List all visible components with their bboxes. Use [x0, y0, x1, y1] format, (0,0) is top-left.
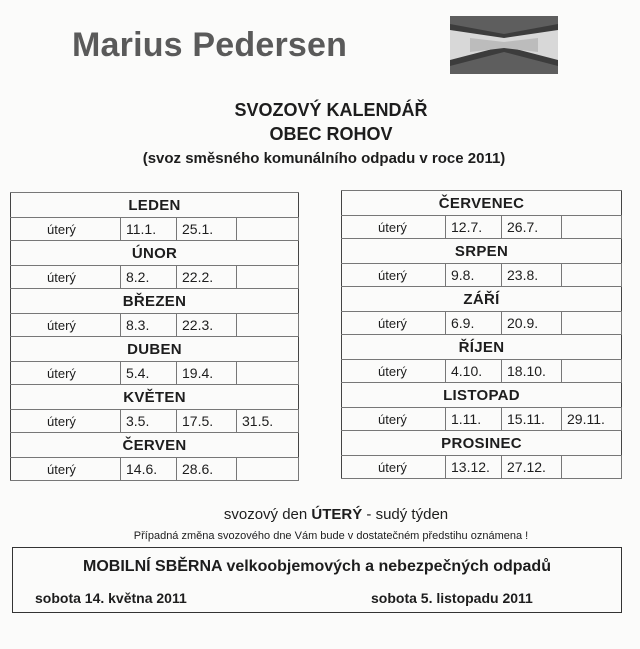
collection-dates-row	[342, 408, 622, 431]
weekday-label: úterý	[11, 410, 121, 433]
month-header-row	[11, 385, 299, 410]
collection-date: 31.5.	[237, 410, 299, 433]
month-header-row	[11, 241, 299, 266]
collection-date: 25.1.	[177, 218, 237, 241]
collection-date: 3.5.	[121, 410, 177, 433]
collection-date: 22.3.	[177, 314, 237, 337]
collection-date: 20.9.	[502, 312, 562, 335]
month-name: ÚNOR	[11, 241, 299, 266]
month-header-row	[342, 431, 622, 456]
collection-date	[237, 314, 299, 337]
company-logo	[450, 16, 558, 74]
collection-date: 8.3.	[121, 314, 177, 337]
weekday-label: úterý	[342, 216, 446, 239]
collection-date: 18.10.	[502, 360, 562, 383]
calendar-title: SVOZOVÝ KALENDÁŘ	[234, 100, 428, 120]
month-name: ŘÍJEN	[342, 335, 622, 360]
weekday-label: úterý	[342, 312, 446, 335]
collection-date: 11.1.	[121, 218, 177, 241]
collection-date	[562, 312, 622, 335]
weekday-label: úterý	[342, 408, 446, 431]
brand-name: Marius Pedersen	[72, 26, 348, 64]
collection-dates-row	[342, 216, 622, 239]
collection-date: 14.6.	[121, 458, 177, 481]
collection-date: 26.7.	[502, 216, 562, 239]
weekday-label: úterý	[11, 314, 121, 337]
collection-day-suffix: - sudý týden	[362, 506, 449, 523]
collection-date	[562, 216, 622, 239]
weekday-label: úterý	[11, 218, 121, 241]
month-header-row	[11, 289, 299, 314]
collection-date: 9.8.	[446, 264, 502, 287]
month-name: BŘEZEN	[11, 289, 299, 314]
collection-dates-row	[11, 314, 299, 337]
month-name: KVĚTEN	[11, 385, 299, 410]
collection-date: 1.11.	[446, 408, 502, 431]
month-name: ČERVENEC	[342, 191, 622, 216]
calendar-table-left	[10, 192, 299, 481]
weekday-label: úterý	[342, 264, 446, 287]
collection-date	[562, 360, 622, 383]
month-name: LISTOPAD	[342, 383, 622, 408]
month-name: DUBEN	[11, 337, 299, 362]
collection-date	[562, 264, 622, 287]
month-name: LEDEN	[11, 193, 299, 218]
weekday-label: úterý	[342, 456, 446, 479]
month-header-row	[342, 239, 622, 264]
collection-dates-row	[11, 458, 299, 481]
collection-day-line	[0, 506, 640, 523]
collection-date	[237, 458, 299, 481]
collection-date	[237, 266, 299, 289]
weekday-label: úterý	[11, 458, 121, 481]
collection-date: 17.5.	[177, 410, 237, 433]
month-header-row	[342, 191, 622, 216]
month-header-row	[11, 193, 299, 218]
month-header-row	[11, 337, 299, 362]
collection-date: 19.4.	[177, 362, 237, 385]
collection-dates-row	[11, 266, 299, 289]
month-header-row	[342, 335, 622, 360]
collection-dates-row	[342, 456, 622, 479]
collection-dates-row	[11, 410, 299, 433]
collection-day: ÚTERÝ	[311, 506, 363, 523]
collection-date: 23.8.	[502, 264, 562, 287]
collection-date: 15.11.	[502, 408, 562, 431]
mobile-collection-title: MOBILNÍ SBĚRNA velkoobjemových a nebezpečných odpadů	[83, 558, 551, 575]
collection-date: 8.2.	[121, 266, 177, 289]
mobile-collection-date-2: sobota 5. listopadu 2011	[371, 590, 533, 606]
month-header-row	[342, 287, 622, 312]
collection-date: 12.7.	[446, 216, 502, 239]
month-name: PROSINEC	[342, 431, 622, 456]
collection-date	[562, 456, 622, 479]
weekday-label: úterý	[11, 266, 121, 289]
month-header-row	[342, 383, 622, 408]
municipality-title: OBEC ROHOV	[269, 124, 393, 144]
collection-date: 27.12.	[502, 456, 562, 479]
collection-date	[237, 362, 299, 385]
collection-dates-row	[342, 312, 622, 335]
month-name: SRPEN	[342, 239, 622, 264]
collection-date: 13.12.	[446, 456, 502, 479]
calendar-table-right	[341, 190, 622, 479]
collection-date: 28.6.	[177, 458, 237, 481]
collection-date	[237, 218, 299, 241]
month-header-row	[11, 433, 299, 458]
collection-dates-row	[342, 264, 622, 287]
calendar-subtitle: (svoz směsného komunálního odpadu v roce 2011)	[142, 150, 506, 167]
collection-dates-row	[11, 218, 299, 241]
collection-dates-row	[11, 362, 299, 385]
collection-date: 29.11.	[562, 408, 622, 431]
collection-date: 4.10.	[446, 360, 502, 383]
collection-date: 5.4.	[121, 362, 177, 385]
month-name: ZÁŘÍ	[342, 287, 622, 312]
change-notice: Případná změna svozového dne Vám bude v dostatečném předstihu oznámena !	[133, 530, 529, 542]
collection-day-prefix: svozový den	[223, 506, 312, 523]
weekday-label: úterý	[342, 360, 446, 383]
weekday-label: úterý	[11, 362, 121, 385]
collection-date: 22.2.	[177, 266, 237, 289]
collection-date: 6.9.	[446, 312, 502, 335]
mobile-collection-box	[12, 547, 622, 613]
month-name: ČERVEN	[11, 433, 299, 458]
mobile-collection-date-1: sobota 14. května 2011	[35, 590, 187, 606]
collection-dates-row	[342, 360, 622, 383]
